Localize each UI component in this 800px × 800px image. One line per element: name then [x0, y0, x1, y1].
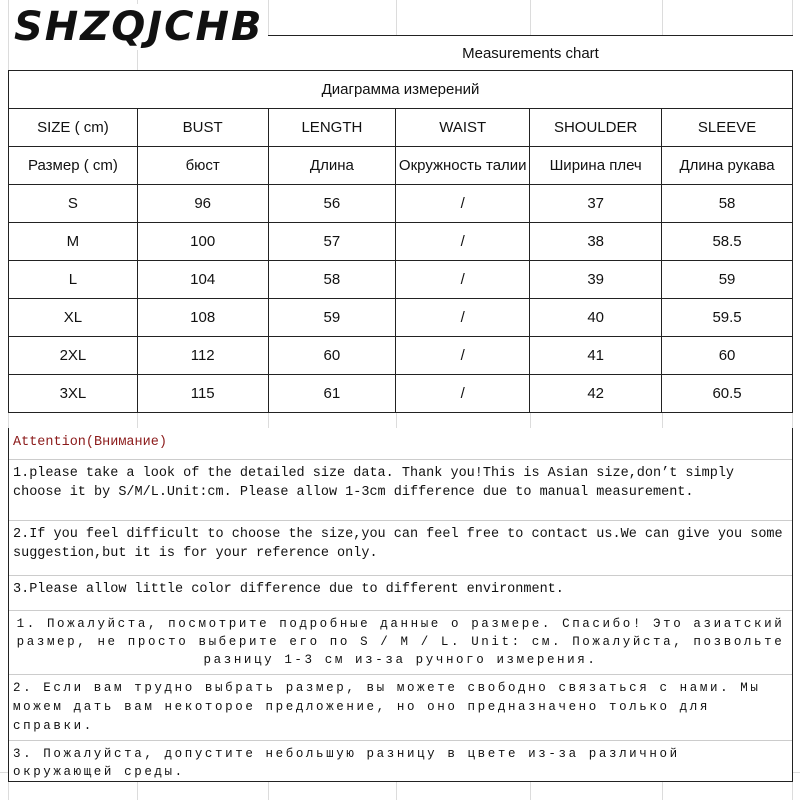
note-ru-3: 3. Пожалуйста, допустите небольшую разницу в цвете из-за различной окружающей среды. [13, 747, 680, 779]
table-row-cell: / [396, 337, 530, 375]
table-row-cell: 60 [662, 337, 793, 375]
size-table [8, 108, 793, 413]
header-row-en-cell: SIZE ( cm) [9, 109, 138, 147]
table-row-cell: / [396, 223, 530, 261]
table-row-cell: 59 [662, 261, 793, 299]
header-row-en-cell: WAIST [396, 109, 530, 147]
table-row-cell: 96 [137, 185, 268, 223]
header-row-en-cell: SLEEVE [662, 109, 793, 147]
notes-section [8, 428, 793, 782]
chart-title-en: Measurements chart [268, 35, 793, 71]
table-row-cell: 3XL [9, 375, 138, 413]
table-row-cell: 59 [268, 299, 396, 337]
table-row [9, 337, 793, 375]
table-row-cell: 60 [268, 337, 396, 375]
header-row-ru-cell: Окружность талии [396, 147, 530, 185]
chart-title-ru: Диаграмма измерений [8, 70, 793, 109]
table-row-cell: 38 [530, 223, 662, 261]
table-row-cell: 40 [530, 299, 662, 337]
table-row [9, 375, 793, 413]
note-en-2: 2.If you feel difficult to choose the size,you can feel free to contact us.We can give you some suggestion,but it is for your reference only. [9, 521, 792, 576]
table-row-cell: 61 [268, 375, 396, 413]
table-row-cell: 42 [530, 375, 662, 413]
header-row-ru-cell: Размер ( cm) [9, 147, 138, 185]
table-row-cell: 57 [268, 223, 396, 261]
table-row-cell: 2XL [9, 337, 138, 375]
table-row-cell: 39 [530, 261, 662, 299]
header-row-ru-cell: Ширина плеч [530, 147, 662, 185]
header-row-ru-cell: Длина [268, 147, 396, 185]
table-row-cell: 37 [530, 185, 662, 223]
attention-heading: Attention(Внимание) [9, 428, 792, 460]
table-row-cell: 100 [137, 223, 268, 261]
header-row-en [9, 109, 793, 147]
header-row-ru-cell: Длина рукава [662, 147, 793, 185]
table-row-cell: / [396, 299, 530, 337]
table-row-cell: 108 [137, 299, 268, 337]
table-row [9, 299, 793, 337]
header-row-ru [9, 147, 793, 185]
table-row-cell: 115 [137, 375, 268, 413]
table-row-cell: 41 [530, 337, 662, 375]
header-row-en-cell: BUST [137, 109, 268, 147]
note-en-3: 3.Please allow little color difference due to different environment. [9, 576, 792, 611]
table-row [9, 261, 793, 299]
table-row-cell: 58 [268, 261, 396, 299]
table-row-cell: S [9, 185, 138, 223]
brand-logo: SHZQJCHB [10, 4, 268, 50]
table-row-cell: 60.5 [662, 375, 793, 413]
table-row-cell: 58 [662, 185, 793, 223]
table-row [9, 223, 793, 261]
note-ru-1: 1. Пожалуйста, посмотрите подробные данные о размере. Спасибо! Это азиатский размер, не просто выберите его по S / M / L. Unit: см. Пожалуйста, позвольте разницу 1-3 см из-за ручного измерения. [9, 611, 792, 675]
table-row-cell: 104 [137, 261, 268, 299]
table-row-cell: 56 [268, 185, 396, 223]
table-row-cell: L [9, 261, 138, 299]
header-row-en-cell: SHOULDER [530, 109, 662, 147]
header-row-ru-cell: бюст [137, 147, 268, 185]
header-row-en-cell: LENGTH [268, 109, 396, 147]
table-row-cell: / [396, 375, 530, 413]
note-en-1: 1.please take a look of the detailed size data. Thank you!This is Asian size,don’t simply choose it by S/M/L.Unit:cm. Please allow 1-3cm difference due to manual measurement. [9, 460, 792, 521]
table-row-cell: 59.5 [662, 299, 793, 337]
table-row-cell: XL [9, 299, 138, 337]
table-row-cell: / [396, 185, 530, 223]
table-row [9, 185, 793, 223]
note-ru-2: 2. Если вам трудно выбрать размер, вы можете свободно связаться с нами. Мы можем дать вам некоторое предложение, но оно предназначено только для справки. [9, 675, 792, 741]
table-row-cell: 112 [137, 337, 268, 375]
table-row-cell: / [396, 261, 530, 299]
table-row-cell: 58.5 [662, 223, 793, 261]
table-row-cell: M [9, 223, 138, 261]
